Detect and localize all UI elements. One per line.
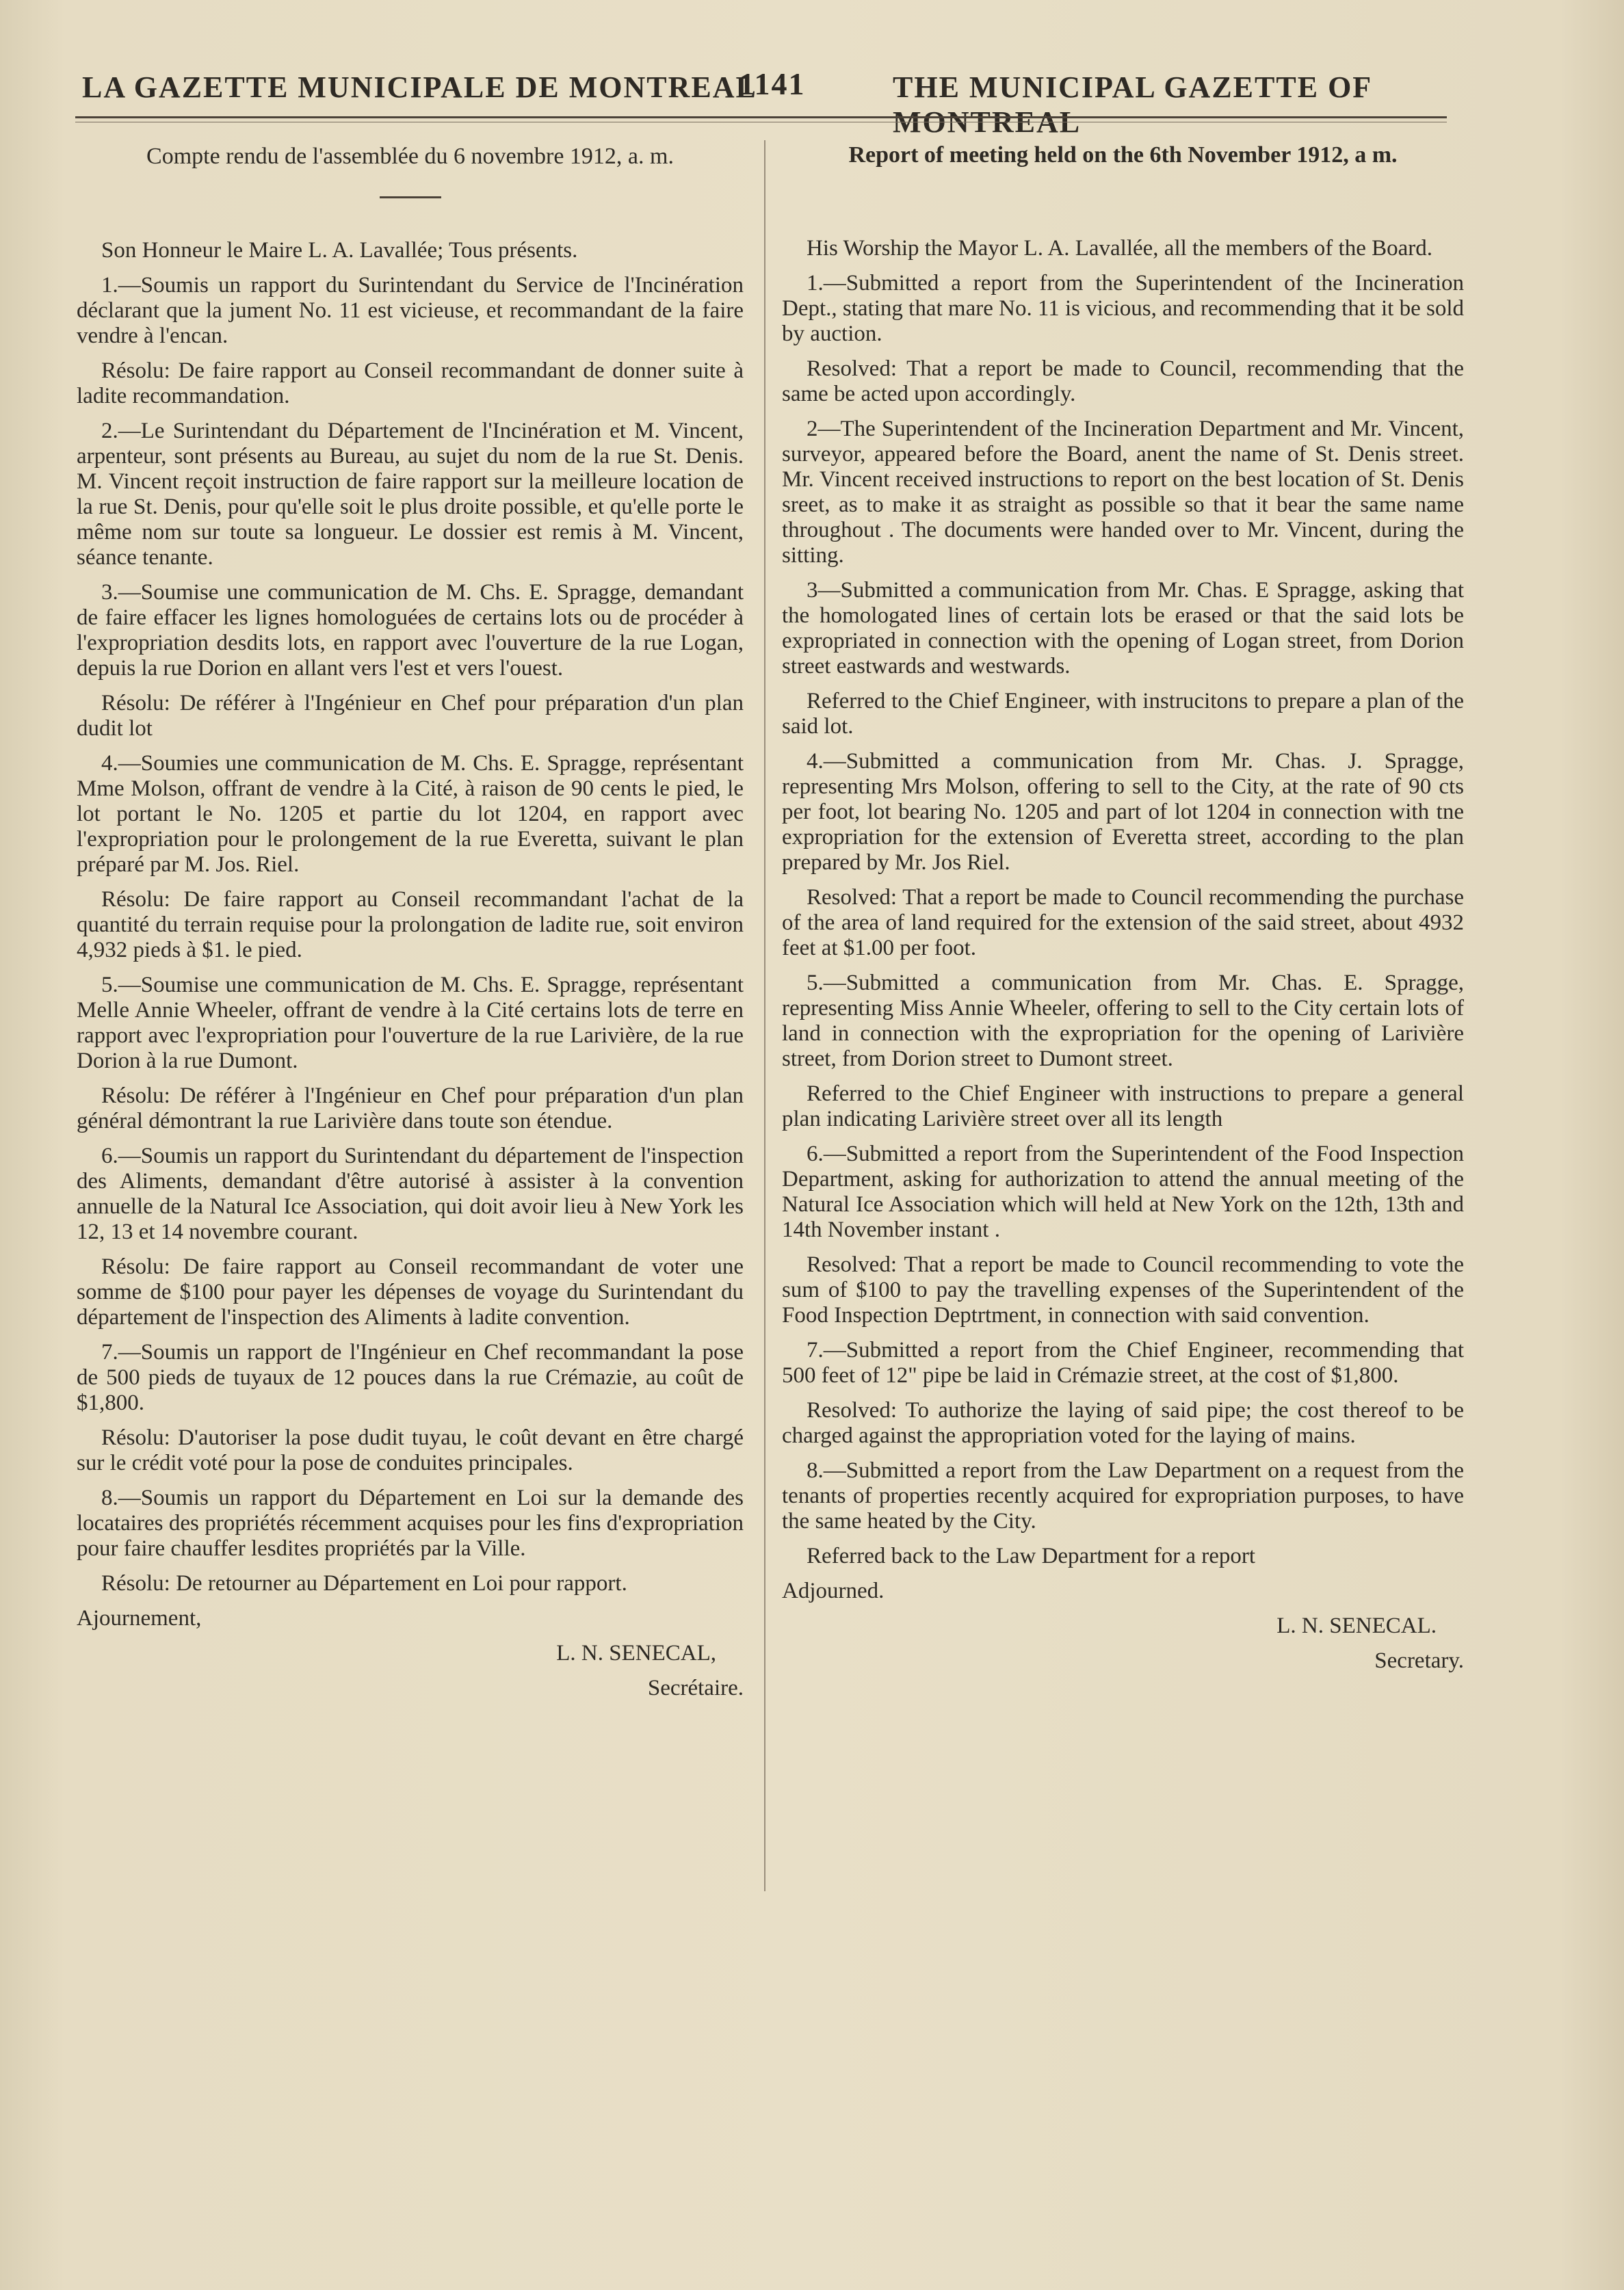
- en-paragraph: 2—The Superintendent of the Incineration Department and Mr. Vincent, surveyor, appeared before the Board, anent the name of St. Denis street. Mr. Vincent received instructions to report on the best location of St. Denis sreet, as to make it as straight as possible so that it bear the same name throughout . The documents were handed over to Mr. Vincent, during the sitting.: [782, 417, 1464, 568]
- en-paragraph: 6.—Submitted a report from the Superintendent of the Food Inspection Department, asking for authorization to attend the annual meeting of the Natural Ice Association which will held at New York on the 12th, 13th and 14th November instant .: [782, 1142, 1464, 1242]
- fr-paragraph: Résolu: De faire rapport au Conseil recommandant de voter une somme de $100 pour payer les dépenses de voyage du Surintendant du département de l'inspection des Aliments à ladite convention.: [77, 1254, 744, 1330]
- fr-paragraph: 7.—Soumis un rapport de l'Ingénieur en Chef recommandant la pose de 500 pieds de tuyaux de 12 pouces dans la rue Crémazie, au coût de $1,800.: [77, 1340, 744, 1415]
- column-divider: [764, 140, 765, 1891]
- english-column: [782, 142, 1464, 1683]
- fr-paragraph: 3.—Soumise une communication de M. Chs. E. Spragge, demandant de faire effacer les lignes homologuées de certains lots ou de procéder à l'expropriation desdits lots, en rapport avec l'ouverture de la rue Logan, depuis la rue Dorion en allant vers l'est et vers l'ouest.: [77, 580, 744, 681]
- en-paragraph: Referred to the Chief Engineer, with instrucitons to prepare a plan of the said lot.: [782, 689, 1464, 739]
- fr-paragraph: Résolu: De faire rapport au Conseil recommandant l'achat de la quantité du terrain requise pour la prolongation de ladite rue, soit environ 4,932 pieds à $1. le pied.: [77, 887, 744, 962]
- fr-paragraph: 6.—Soumis un rapport du Surintendant du département de l'inspection des Aliments, demandant d'être autorisé à assister à la convention annuelle de la Natural Ice Association, qui doit avoir lieu à New York les 12, 13 et 14 novembre courant.: [77, 1144, 744, 1244]
- fr-paragraph: Son Honneur le Maire L. A. Lavallée; Tous présents.: [101, 238, 578, 263]
- en-paragraph: 7.—Submitted a report from the Chief Engineer, recommending that 500 feet of 12" pipe be laid in Crémazie street, at the cost of $1,800.: [782, 1338, 1464, 1388]
- fr-signature-title: Secrétaire.: [647, 1676, 744, 1700]
- fr-paragraph: Résolu: De faire rapport au Conseil recommandant de donner suite à ladite recommandation.: [77, 358, 744, 408]
- fr-paragraph: Résolu: De référer à l'Ingénieur en Chef pour préparation d'un plan général démontrant la rue Larivière dans toute son étendue.: [77, 1083, 744, 1133]
- header-french-title: LA GAZETTE MUNICIPALE DE MONTREAL: [82, 70, 757, 104]
- fr-paragraph: Résolu: De référer à l'Ingénieur en Chef pour préparation d'un plan dudit lot: [77, 691, 744, 741]
- page-number: 1141: [739, 66, 806, 101]
- french-title: Compte rendu de l'assemblée du 6 novembre 1912, a. m.: [146, 144, 674, 169]
- fr-paragraph: Résolu: D'autoriser la pose dudit tuyau, le coût devant en être chargé sur le crédit voté pour la pose de conduites principales.: [77, 1425, 744, 1475]
- english-title: Report of meeting held on the 6th November 1912, a m.: [848, 142, 1398, 168]
- en-paragraph: Referred to the Chief Engineer with instructions to prepare a general plan indicating Larivière street over all its length: [782, 1081, 1464, 1131]
- french-title-rule: [380, 196, 441, 198]
- fr-paragraph: 5.—Soumise une communication de M. Chs. E. Spragge, représentant Melle Annie Wheeler, offrant de vendre à la Cité certains lots de terre en rapport avec l'expropriation pour l'ouverture de la rue Larivière, de la rue Dorion à la rue Dumont.: [77, 973, 744, 1073]
- en-paragraph: Resolved: To authorize the laying of said pipe; the cost thereof to be charged against the appropriation voted for the laying of mains.: [782, 1398, 1464, 1448]
- en-paragraph: 5.—Submitted a communication from Mr. Chas. E. Spragge, representing Miss Annie Wheeler, offering to sell to the City certain lots of land in connection with the expropriation for the opening of Larivière street, from Dorion street to Dumont street.: [782, 971, 1464, 1071]
- en-signature-title: Secretary.: [1374, 1648, 1464, 1673]
- fr-signature-name: L. N. SENECAL,: [556, 1641, 716, 1666]
- en-signature-name: L. N. SENECAL.: [1276, 1614, 1437, 1638]
- en-paragraph: Resolved: That a report be made to Council, recommending that the same be acted upon accordingly.: [782, 356, 1464, 406]
- en-paragraph: 1.—Submitted a report from the Superintendent of the Incineration Dept., stating that mare No. 11 is vicious, and recommending that it be sold by auction.: [782, 271, 1464, 346]
- en-paragraph: 8.—Submitted a report from the Law Department on a request from the tenants of properties recently acquired for expropriation purposes, to have the same heated by the City.: [782, 1458, 1464, 1534]
- fr-paragraph: 1.—Soumis un rapport du Surintendant du Service de l'Incinération déclarant que la jument No. 11 est vicieuse, et recommandant de la faire vendre à l'encan.: [77, 273, 744, 348]
- en-adjourned: Adjourned.: [782, 1579, 885, 1603]
- fr-paragraph: 8.—Soumis un rapport du Département en Loi sur la demande des locataires des propriétés récemment acquises pour les fins d'expropriation pour faire chauffer lesdites propriétés par la Ville.: [77, 1486, 744, 1561]
- fr-paragraph: 2.—Le Surintendant du Département de l'Incinération et M. Vincent, arpenteur, sont présents au Bureau, au sujet du nom de la rue St. Denis. M. Vincent reçoit instruction de faire rapport sur la meilleure location de la rue St. Denis, pour qu'elle soit le plus droite possible, et qu'elle porte le même nom sur toute sa longueur. Le dossier est remis à M. Vincent, séance tenante.: [77, 419, 744, 570]
- en-paragraph: 4.—Submitted a communication from Mr. Chas. J. Spragge, representing Mrs Molson, offering to sell to the City, at the rate of 90 cts per foot, lot bearing No. 1205 and part of lot 1204 in connection with tne expropriation for the extension of Everetta street, according to the plan prepared by Mr. Jos Riel.: [782, 749, 1464, 875]
- french-column: [77, 144, 744, 1711]
- en-paragraph: Referred back to the Law Department for a report: [807, 1544, 1256, 1568]
- en-paragraph: Resolved: That a report be made to Council recommending to vote the sum of $100 to pay the travelling expenses of the Superintendent of the Food Inspection Deptrtment, in connection with said convention.: [782, 1252, 1464, 1328]
- page-header: [82, 63, 1450, 111]
- en-paragraph: 3—Submitted a communication from Mr. Chas. E Spragge, asking that the homologated lines of certain lots be erased or that the said lots be expropriated in connection with the opening of Logan street, from Dorion street eastwards and westwards.: [782, 578, 1464, 679]
- header-english-title: THE MUNICIPAL GAZETTE OF: [893, 70, 1372, 104]
- fr-paragraph: 4.—Soumies une communication de M. Chs. E. Spragge, représentant Mme Molson, offrant de vendre à la Cité, à raison de 90 cents le pied, le lot portant le No. 1205 et partie du lot 1204, en rapport avec l'expropriation pour le prolongement de la rue Everetta, suivant le plan préparé par M. Jos. Riel.: [77, 751, 744, 877]
- header-rule: [75, 116, 1447, 118]
- en-paragraph: Resolved: That a report be made to Council recommending the purchase of the area of land required for the extension of the said street, about 4932 feet at $1.00 per foot.: [782, 885, 1464, 960]
- fr-paragraph: Résolu: De retourner au Département en Loi pour rapport.: [101, 1571, 627, 1596]
- en-paragraph: His Worship the Mayor L. A. Lavallée, all the members of the Board.: [807, 236, 1433, 261]
- fr-adjourned: Ajournement,: [77, 1606, 202, 1631]
- english-title-spacer: [782, 195, 1464, 236]
